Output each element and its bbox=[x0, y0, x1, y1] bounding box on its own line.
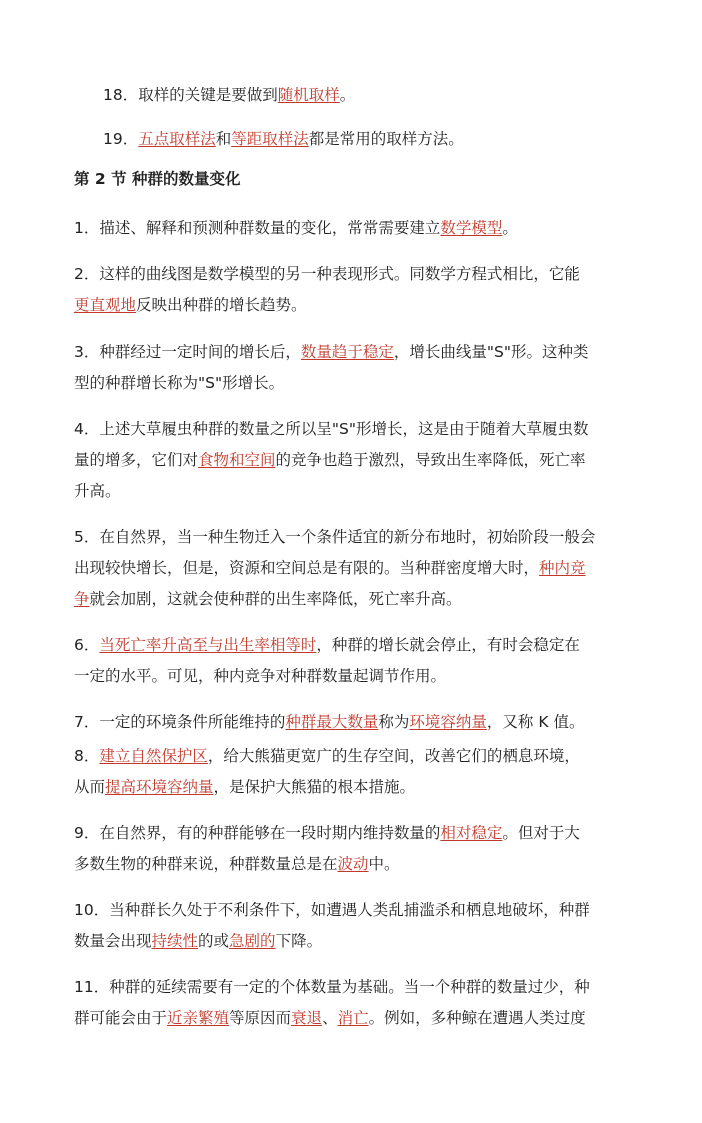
text-segment: ，种群的增长就会停止，有时会稳定在 bbox=[316, 636, 580, 654]
text-line bbox=[74, 823, 634, 843]
text-segment: 中。 bbox=[368, 855, 400, 873]
answer-highlight: 食物和空间 bbox=[198, 451, 276, 469]
text-segment: 出现较快增长，但是，资源和空间总是有限的。当种群密度增大时， bbox=[74, 559, 540, 577]
text-line bbox=[74, 481, 634, 501]
text-segment: 3．种群经过一定时间的增长后， bbox=[74, 343, 301, 361]
answer-highlight: 当死亡率升高至与出生率相等时 bbox=[99, 636, 317, 654]
text-segment: 升高。 bbox=[74, 482, 121, 500]
text-line bbox=[74, 635, 634, 655]
text-line bbox=[74, 589, 634, 609]
text-line bbox=[74, 295, 634, 315]
text-segment: 19． bbox=[103, 130, 139, 148]
answer-highlight: 数学模型 bbox=[440, 219, 503, 237]
answer-highlight: 更直观地 bbox=[74, 296, 137, 314]
text-line bbox=[74, 777, 634, 797]
text-segment: 的竞争也趋于激烈，导致出生率降低，死亡率 bbox=[275, 451, 586, 469]
answer-highlight: 等距取样法 bbox=[231, 130, 309, 148]
answer-highlight: 波动 bbox=[337, 855, 369, 873]
answer-highlight: 消亡 bbox=[337, 1009, 369, 1027]
answer-highlight: 随机取样 bbox=[277, 86, 340, 104]
answer-highlight: 提高环境容纳量 bbox=[105, 778, 214, 796]
section-heading bbox=[74, 169, 634, 189]
text-segment: 。但对于大 bbox=[502, 824, 580, 842]
answer-highlight: 近亲繁殖 bbox=[167, 1009, 230, 1027]
text-line bbox=[74, 218, 634, 238]
text-segment: 。 bbox=[502, 219, 518, 237]
text-line bbox=[74, 712, 634, 732]
text-segment: 量的增多，它们对 bbox=[74, 451, 199, 469]
answer-highlight: 种内竞 bbox=[539, 559, 586, 577]
text-line bbox=[74, 264, 634, 284]
text-segment: 称为 bbox=[378, 713, 410, 731]
text-segment: 的或 bbox=[198, 932, 230, 950]
answer-highlight: 五点取样法 bbox=[138, 130, 216, 148]
text-segment: ，增长曲线量"S"形。这种类 bbox=[393, 343, 589, 361]
text-segment: 18．取样的关键是要做到 bbox=[103, 86, 278, 104]
text-segment: 5．在自然界，当一种生物迁入一个条件适宜的新分布地时，初始阶段一般会 bbox=[74, 528, 596, 546]
text-segment: ，给大熊猫更宽广的生存空间，改善它们的栖息环境， bbox=[207, 747, 580, 765]
text-segment: 从而 bbox=[74, 778, 106, 796]
text-segment: 。 bbox=[339, 86, 356, 104]
text-segment: 数量会出现 bbox=[74, 932, 152, 950]
text-segment: 11．种群的延续需要有一定的个体数量为基础。当一个种群的数量过少，种 bbox=[74, 978, 590, 996]
text-line bbox=[74, 558, 634, 578]
text-segment: 、 bbox=[322, 1009, 338, 1027]
text-line bbox=[74, 977, 634, 997]
text-line bbox=[74, 373, 634, 393]
text-segment: 型的种群增长称为"S"形增长。 bbox=[74, 374, 285, 392]
answer-highlight: 争 bbox=[74, 590, 90, 608]
text-segment: 9．在自然界，有的种群能够在一段时期内维持数量的 bbox=[74, 824, 441, 842]
text-segment: 4．上述大草履虫种群的数量之所以呈"S"形增长，这是由于随着大草履虫数 bbox=[74, 420, 589, 438]
answer-highlight: 持续性 bbox=[151, 932, 199, 950]
text-segment: 群可能会由于 bbox=[74, 1009, 168, 1027]
text-segment: 等原因而 bbox=[229, 1009, 292, 1027]
text-line bbox=[74, 450, 634, 470]
text-segment: 第 2 节 种群的数量变化 bbox=[74, 170, 241, 188]
text-line bbox=[74, 746, 634, 766]
text-segment: ，又称 K 值。 bbox=[486, 713, 585, 731]
text-segment: 下降。 bbox=[275, 932, 323, 950]
text-line bbox=[74, 854, 634, 874]
answer-highlight: 环境容纳量 bbox=[409, 713, 487, 731]
text-line bbox=[74, 342, 634, 362]
text-line bbox=[74, 931, 634, 951]
answer-highlight: 急剧的 bbox=[229, 932, 276, 950]
text-segment: 1．描述、解释和预测种群数量的变化，常常需要建立 bbox=[74, 219, 441, 237]
text-segment: 2．这样的曲线图是数学模型的另一种表现形式。同数学方程式相比，它能 bbox=[74, 265, 580, 283]
text-segment: 。例如，多种鲸在遭遇人类过度 bbox=[368, 1009, 586, 1027]
text-line bbox=[103, 129, 663, 149]
text-line bbox=[74, 419, 634, 439]
answer-highlight: 建立自然保护区 bbox=[99, 747, 208, 765]
text-segment: 反映出种群的增长趋势。 bbox=[136, 296, 307, 314]
text-segment: 7．一定的环境条件所能维持的 bbox=[74, 713, 286, 731]
text-segment: 多数生物的种群来说，种群数量总是在 bbox=[74, 855, 338, 873]
text-segment: 都是常用的取样方法。 bbox=[308, 130, 464, 148]
text-segment: 8． bbox=[74, 747, 100, 765]
answer-highlight: 衰退 bbox=[291, 1009, 323, 1027]
answer-highlight: 种群最大数量 bbox=[285, 713, 379, 731]
text-segment: 6． bbox=[74, 636, 100, 654]
text-line bbox=[74, 666, 634, 686]
text-line bbox=[74, 1008, 634, 1028]
text-segment: 10．当种群长久处于不利条件下，如遭遇人类乱捕滥杀和栖息地破坏，种群 bbox=[74, 901, 590, 919]
text-segment: 一定的水平。可见，种内竞争对种群数量起调节作用。 bbox=[74, 667, 447, 685]
text-line bbox=[103, 85, 663, 105]
answer-highlight: 数量趋于稳定 bbox=[300, 343, 394, 361]
text-line bbox=[74, 527, 634, 547]
text-segment: 和 bbox=[215, 130, 232, 148]
text-line bbox=[74, 900, 634, 920]
text-segment: 就会加剧，这就会使种群的出生率降低，死亡率升高。 bbox=[89, 590, 462, 608]
answer-highlight: 相对稳定 bbox=[440, 824, 503, 842]
text-segment: ，是保护大熊猫的根本措施。 bbox=[213, 778, 416, 796]
